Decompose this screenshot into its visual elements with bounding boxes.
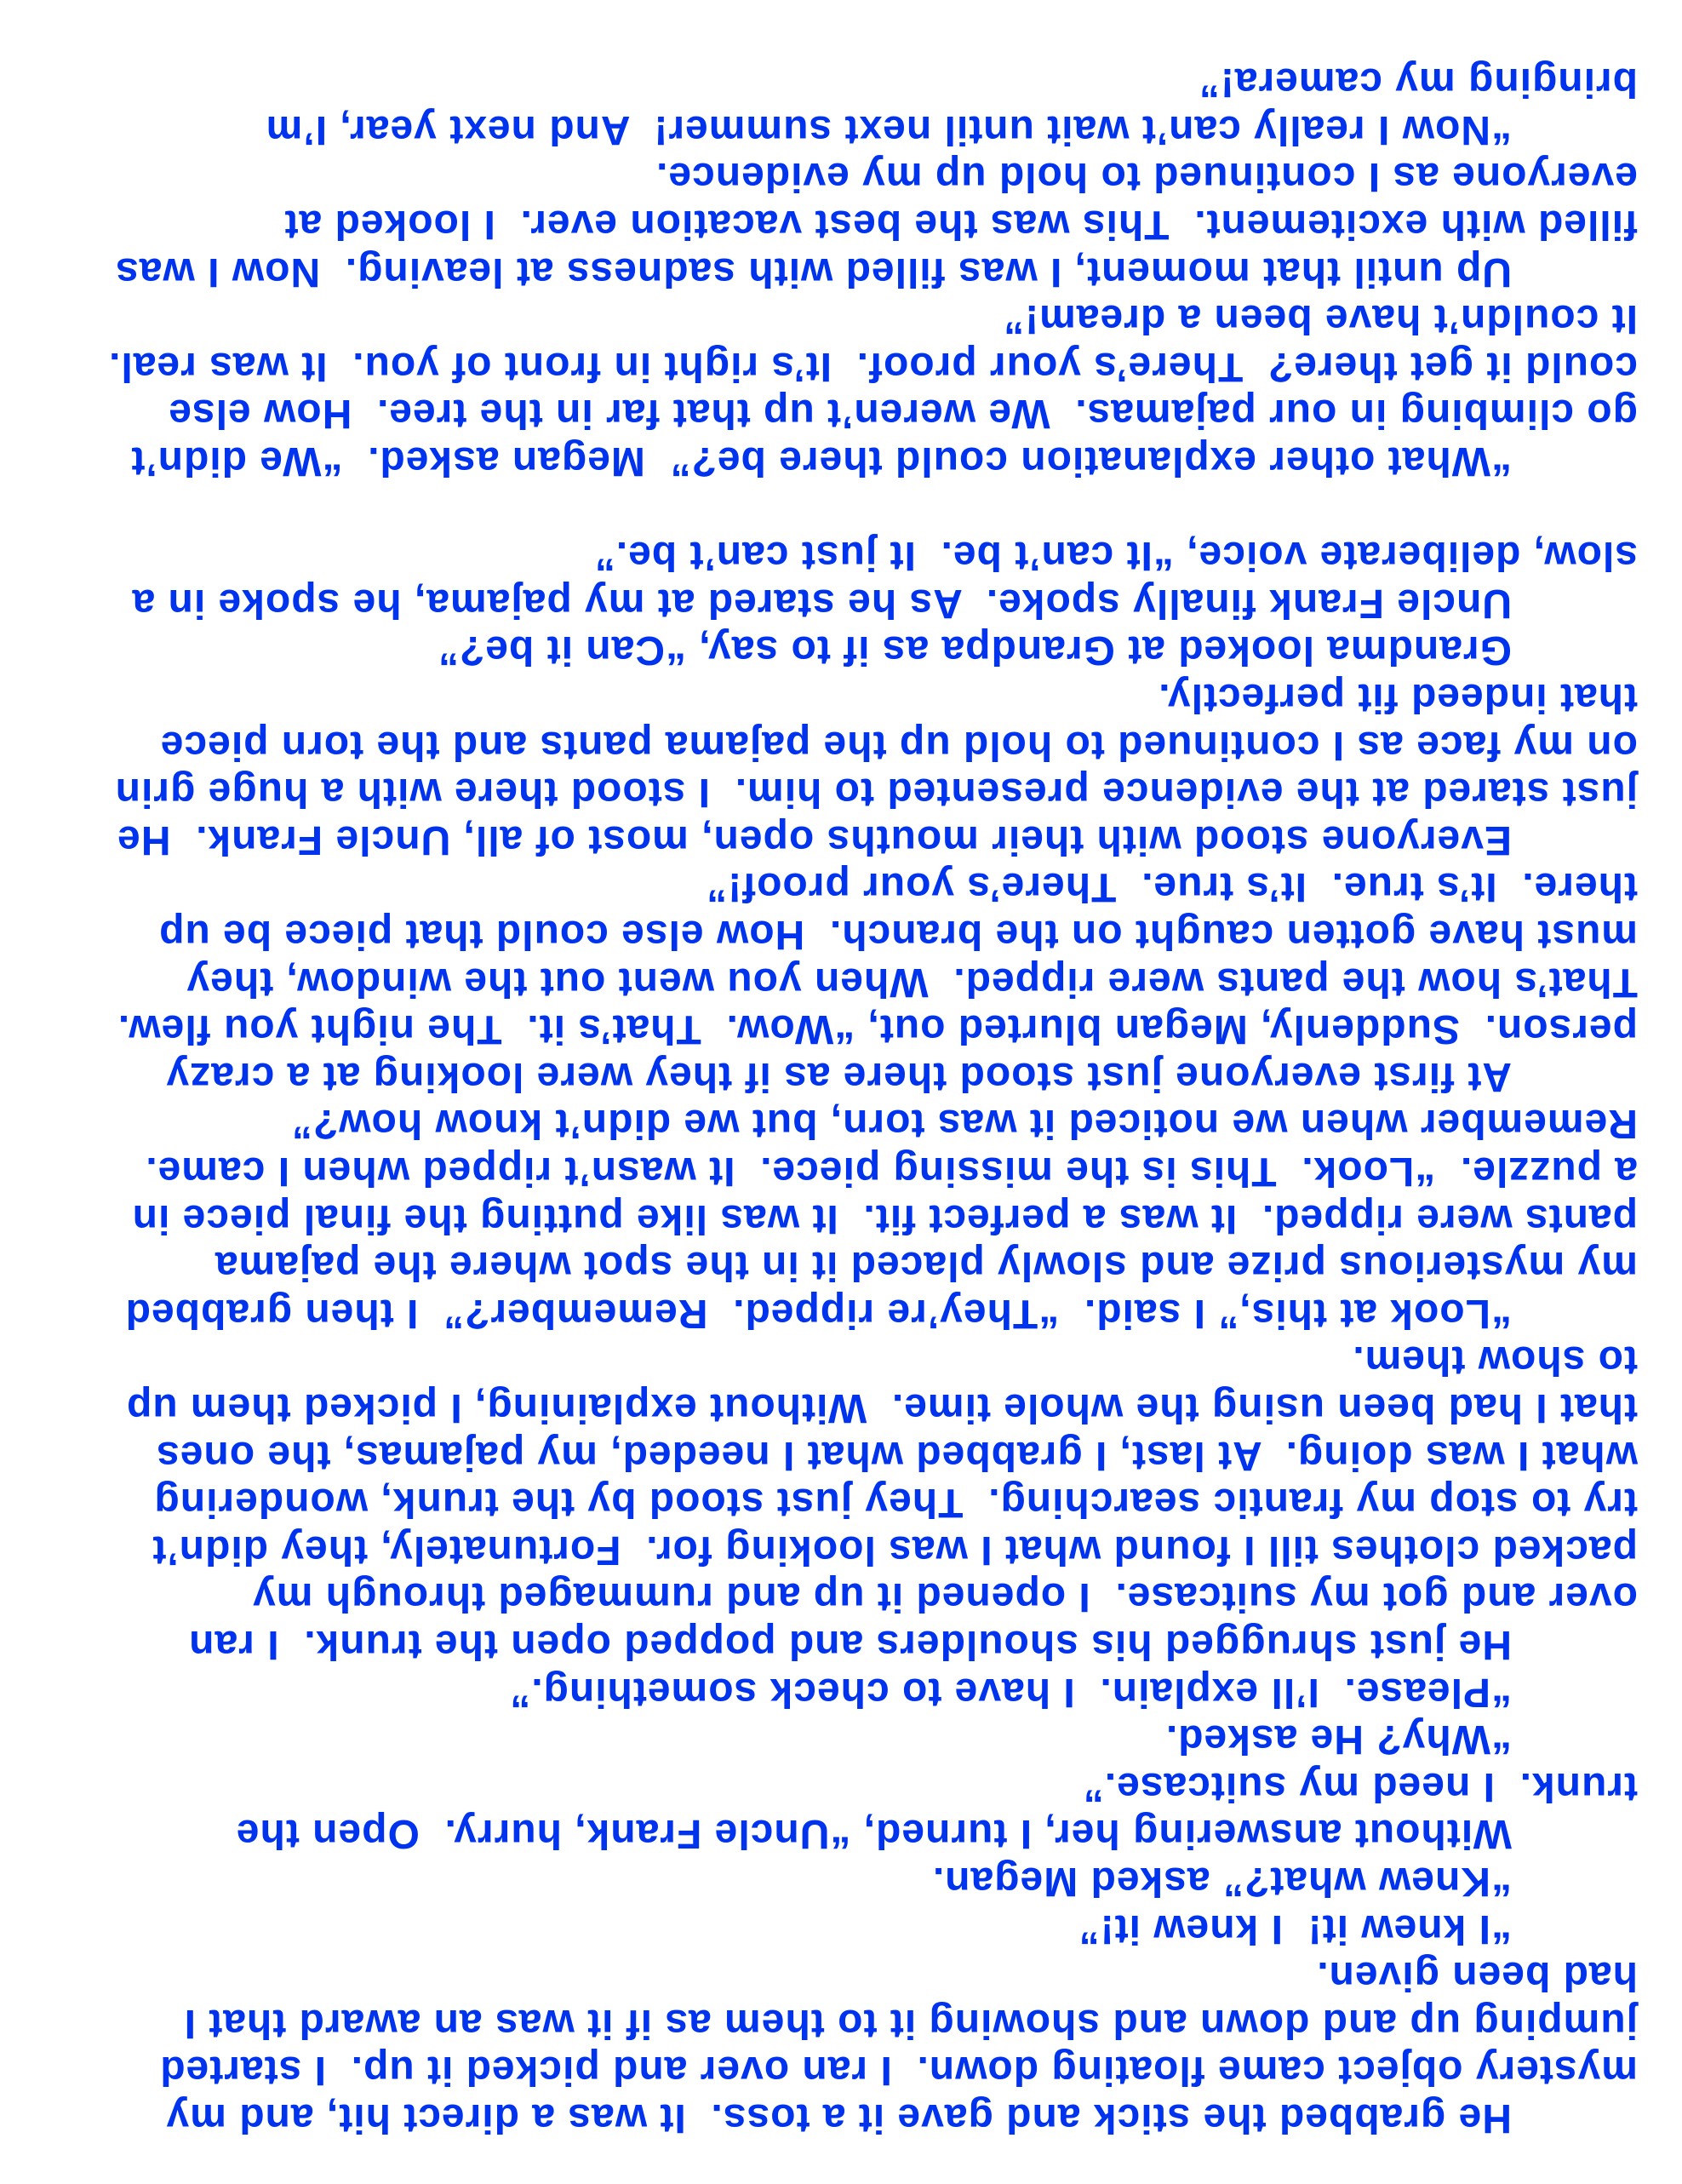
text-line: Remember when we noticed it was torn, but we didn’t know how?” [290,1101,1638,1147]
text-line: my mysterious prize and slowly placed it in the spot where the pajama [214,1243,1638,1289]
text-line: bringing my camera!” [1198,60,1638,106]
text-line: must have gotten caught on the branch. How else could that piece be up [158,912,1638,957]
text-line: He just shrugged his shoulders and popped open the trunk. I ran [188,1622,1512,1667]
text-line: pants were ripped. It was a perfect fit. It was like putting the final piece in [131,1195,1638,1241]
text-line: “Look at this,” I said. “They’re ripped. Remember?” I then grabbed [124,1290,1512,1336]
text-line: what I was doing. At last, I grabbed what I needed, my pajamas, the ones [156,1432,1638,1478]
text-line: Up until that moment, I was filled with sadness at leaving. Now I was [115,249,1512,295]
text-line: Without answering her, I turned, “Uncle Frank, hurry. Open the [235,1811,1512,1857]
text-line: filled with excitement. This was the best vacation ever. I looked at [283,202,1638,247]
text-line: trunk. I need my suitcase.” [1082,1763,1638,1809]
text-line: had been given. [1316,1953,1638,1999]
text-line: “Now I really can’t wait until next summer! And next year, I’m [265,106,1512,152]
text-line: “What other explanation could there be?” Megan asked. “We didn’t [130,439,1512,484]
text-line: jumping up and down and showing it to them as if it was an award that I [183,2000,1638,2046]
text-line: over and got my suitcase. I opened it up and rummaged through my [252,1574,1638,1620]
text-line: “Please. I’ll explain. I have to check something.” [509,1669,1512,1715]
text-line: Grandma looked at Grandpa as if to say, “Can it be?” [437,628,1512,674]
text-line: everyone as I continued to hold up my evidence. [655,154,1638,200]
text-line: “Knew what?” asked Megan. [931,1859,1512,1904]
text-line: could it get there? There’s your proof. It’s right in front of you. It was real. [108,343,1638,389]
text-line: “I knew it! I knew it!” [1078,1906,1512,1952]
text-line: just stared at the evidence presented to him. I stood there with a huge grin [114,770,1638,816]
text-line: go climbing in our pajamas. We weren’t up that far in the tree. How else [168,391,1638,437]
text-line: that I had been using the whole time. Without explaining, I picked them up [126,1385,1638,1430]
text-line: that indeed fit perfectly. [1158,675,1638,720]
text-line: Uncle Frank finally spoke. As he stared at my pajama, he spoke in a [131,580,1512,626]
text-line: It couldn’t have been a dream!” [1003,296,1638,342]
text-line: to show them. [1352,1338,1638,1384]
text-line: That’s how the pants were ripped. When you went out the window, they [186,959,1638,1005]
text-line: a puzzle. “Look. This is the missing piece. It wasn’t ripped when I came. [145,1149,1638,1194]
text-line: “Why? He asked. [1164,1717,1512,1763]
text-line: He grabbed the stick and gave it a toss. It was a direct hit, and my [165,2095,1512,2141]
text-line: there. It’s true. It’s true. There’s your proof!” [706,864,1638,910]
text-line: mystery object came floating down. I ran over and picked it up. I started [159,2048,1638,2094]
text-line: At first everyone just stood there as if they were looking at a crazy [165,1053,1512,1099]
text-line: on my face as I continued to hold up the pajama pants and the torn piece [159,722,1638,768]
text-line: try to stop my frantic searching. They just stood by the trunk, wondering [153,1480,1638,1526]
text-line: packed clothes till I found what I was looking for. Fortunately, they didn’t [152,1527,1638,1573]
text-line: slow, deliberate voice, “It can’t be. It just can’t be.” [593,533,1638,579]
text-line: Everyone stood with their mouths open, most of all, Uncle Frank. He [117,817,1512,863]
text-line: person. Suddenly, Megan blurted out, “Wow. That’s it. The night you flew. [117,1006,1638,1052]
